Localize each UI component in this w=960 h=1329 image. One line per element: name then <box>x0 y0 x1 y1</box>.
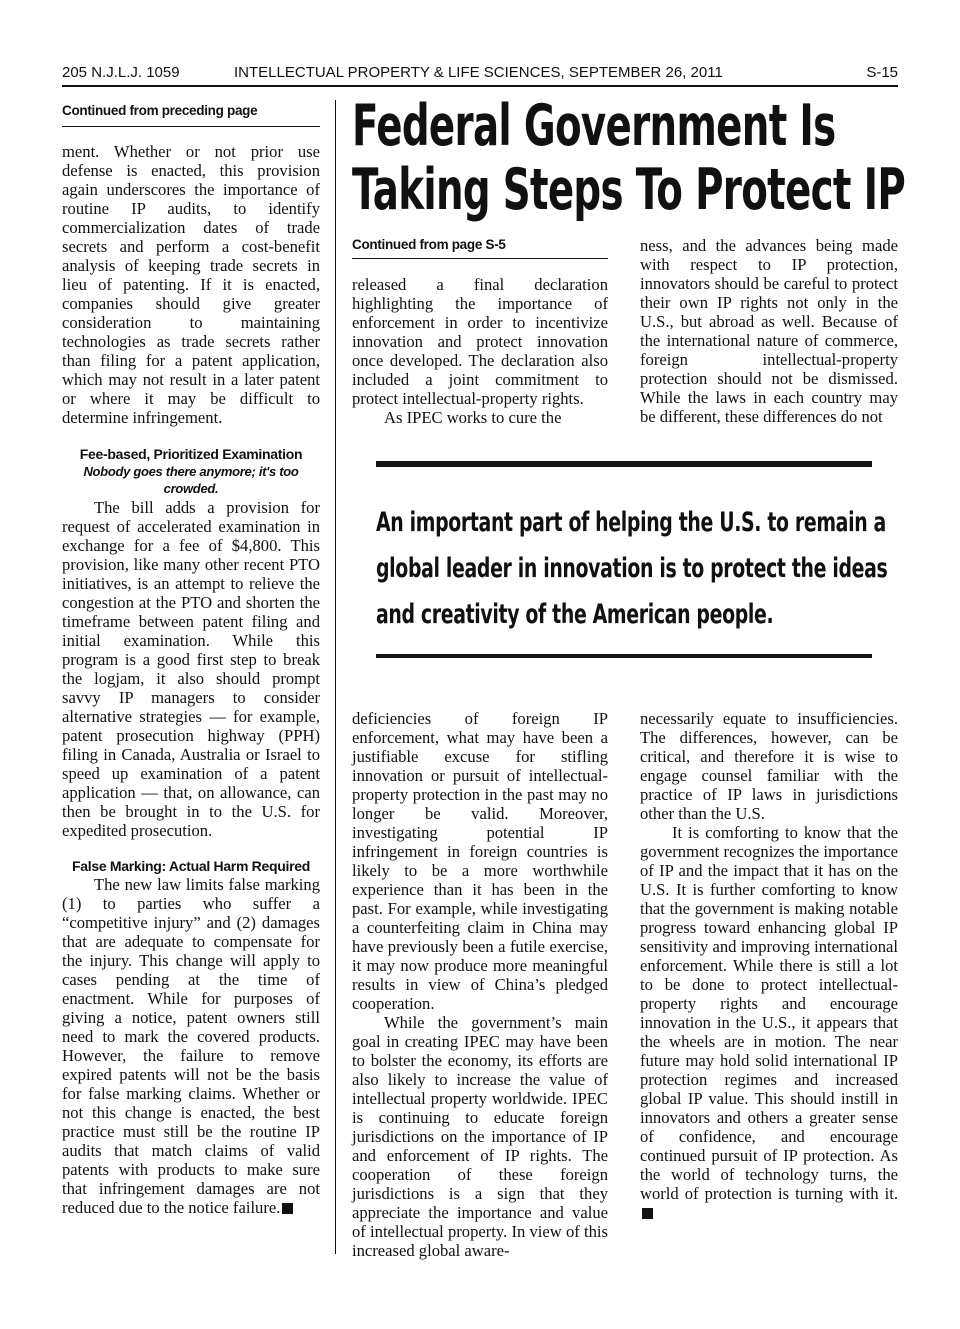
pull-quote-line-3: and creativity of the American people. <box>376 599 774 630</box>
column-divider <box>335 100 336 1254</box>
article-title <box>352 93 906 223</box>
article-title-line-1: Federal Government Is <box>352 93 836 159</box>
end-of-article-mark <box>282 1203 293 1214</box>
end-of-article-mark <box>642 1208 653 1219</box>
right-bottom-paragraph-2: It is comforting to know that the government recognizes the importance of IP and the impact that it has on the U.S. It is further comforting to know that the government is making notable progress toward enhancing global IP sensitivity and improving international enforcement. While there is still a lot to be done to protect intellectual-property rights and encourage innovation in the U.S., it appears that the wheels are in motion. The near future may hold solid international IP protection regimes and increased global IP value. This should instill in innovators and others a greater sense of confidence, and encourage continued pursuit of IP protection. As the world of technology turns, the world of protection is turning with it. <box>640 823 898 1222</box>
pull-quote-line-2: global leader in innovation is to protect the ideas <box>376 553 888 584</box>
pull-quote <box>376 500 888 638</box>
header-rule <box>62 85 898 87</box>
middle-bottom-paragraph-2: While the government’s main goal in creating IPEC may have been to bolster the economy, its efforts are also likely to increase the value of intellectual property worldwide. IPEC is continuing to educate foreign jurisdictions on the importance of IP and enforcement of IP rights. The cooperation of these foreign jurisdictions is a sign that they appreciate the importance and value of intellectual property. In view of this increased global aware- <box>352 1013 608 1260</box>
section-heading-false-marking: False Marking: Actual Harm Required <box>72 858 310 874</box>
page-number: S-15 <box>866 64 898 81</box>
right-column-top <box>640 236 898 426</box>
running-header <box>62 64 898 84</box>
section-subheading-crowded: Nobody goes there anymore; it's too crowded. <box>83 464 299 496</box>
article-title-line-2: Taking Steps To Protect IP <box>352 157 906 223</box>
section-body-prioritized-examination: The bill adds a provision for request of accelerated examination in exchange for a fee of $4,800. This provision, like many other recent PTO initiatives, is an attempt to relieve the congestion at the PTO and shorten the timeframe between patent filing and initial examination. While this program is a good first step to break the logjam, it also should prompt savvy IP managers to consider alternative strategies — for example, patent prosecution highway (PPH) filing in Canada, Australia or Israel to speed up examination of a patent application — that, on allowance, can then be brought in to the U.S. for expedited prosecution. <box>62 498 320 840</box>
pull-quote-top-rule <box>376 461 872 467</box>
article-continued-rule <box>352 258 608 259</box>
left-column <box>62 142 320 1217</box>
left-intro-paragraph: ment. Whether or not prior use defense is enacted, this provision again underscores the importance of routine IP audits, to identify commercialization dates of trade secrets and perform a cost-benefit analysis of keeping trade secrets in lieu of patenting. If it is enacted, companies should give greater consideration to maintaining technologies as trade secrets rather than filing for a patent application, which may not result in a later patent or where it may be difficult to determine infringement. <box>62 142 320 427</box>
section-heading-prioritized-examination: Fee-based, Prioritized Examination <box>79 446 303 462</box>
middle-top-paragraph: released a final declaration highlighting the importance of enforcement in order to incentivize innovation and protect innovation once developed. The declaration also included a joint commitment to protect intellectual-property rights. <box>352 275 608 408</box>
middle-bottom-paragraph-1: deficiencies of foreign IP enforcement, what may have been a justifiable excuse for stifling innovation or pursuit of intellectual-property protection in the past may no longer be valid. Moreover, investigating potential IP infringement in foreign countries is likely to be a more worthwhile experience than it has been in the past. For example, while investigating a counterfeiting claim in China may have previously been a futile exercise, it may now produce more meaningful results in view of China’s pledged cooperation. <box>352 709 608 1013</box>
publication-title: INTELLECTUAL PROPERTY & LIFE SCIENCES, SEPTEMBER 26, 2011 <box>234 64 723 81</box>
section-body-false-marking: The new law limits false marking (1) to parties who suffer a “competitive injury” and (2) damages that are adequate to compensate for the injury. This change will apply to cases pending at the time of enactment. While for purposes of giving a notice, patent owners still need to mark the covered products. However, the failure to remove expired patents will not be the basis for false marking claims. Whether or not this change is enacted, the best practice must still be the routine IP audits that match claims of valid patents with products to make sure that infringement damages are not reduced due to the notice failure. <box>62 875 320 1217</box>
article-continued-label: Continued from page S-5 <box>352 237 506 252</box>
right-bottom-paragraph-1: necessarily equate to insufficiencies. The differences, however, can be critical, and therefore it is wise to engage counsel familiar with the practice of IP laws in jurisdictions other than the U.S. <box>640 709 898 823</box>
middle-top-paragraph-2: As IPEC works to cure the <box>384 408 562 427</box>
right-top-paragraph: ness, and the advances being made with respect to IP protection, innovators should be careful to protect their own IP rights not only in the U.S., but abroad as well. Because of the international nature of commerce, foreign intellectual-property protection should not be dismissed. While the laws in each country may be different, these differences do not <box>640 236 898 426</box>
middle-column-bottom <box>352 709 608 1260</box>
pull-quote-line-1: An important part of helping the U.S. to remain a <box>376 507 886 538</box>
pull-quote-bottom-rule <box>376 654 872 658</box>
middle-column-top <box>352 275 608 427</box>
left-continued-label: Continued from preceding page <box>62 103 258 118</box>
left-continued-rule <box>62 126 320 127</box>
journal-citation: 205 N.J.L.J. 1059 <box>62 64 180 81</box>
right-column-bottom <box>640 709 898 1222</box>
